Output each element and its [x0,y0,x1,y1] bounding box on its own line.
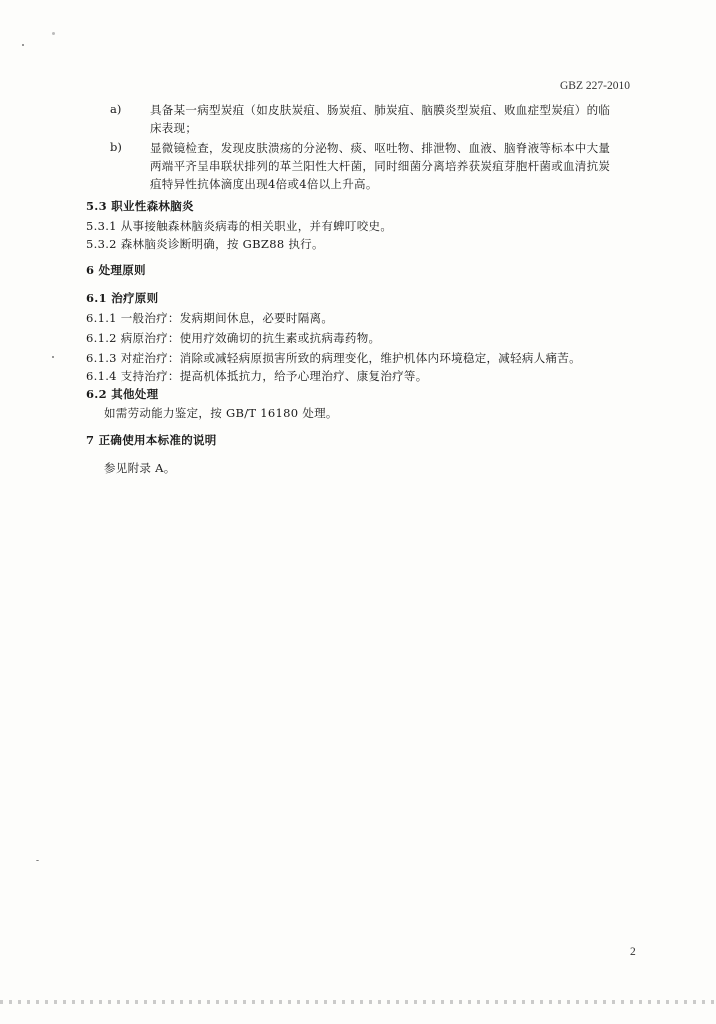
clause-6-1-2: 6.1.2 病原治疗：使用疗效确切的抗生素或抗病毒药物。 [86,331,381,345]
standard-code: GBZ 227-2010 [560,80,630,92]
scan-speck [22,44,24,46]
item-a-marker: a) [110,102,122,116]
scan-speck [52,356,54,358]
scan-edge-dots [0,1000,716,1004]
item-b-marker: b) [110,140,122,154]
clause-6-1-1: 6.1.1 一般治疗：发病期间休息，必要时隔离。 [86,311,334,325]
item-b-line-1: 显微镜检查，发现皮肤溃疡的分泌物、痰、呕吐物、排泄物、血液、脑脊液等标本中大量 [150,141,611,155]
section-6-2-heading: 6.2 其他处理 [86,387,159,401]
item-b-line-2: 两端平齐呈串联状排列的革兰阳性大杆菌，同时细菌分离培养获炭疽芽胞杆菌或血清抗炭 [150,159,611,173]
section-6-heading: 6 处理原则 [86,263,146,277]
item-a-line-2: 床表现； [150,121,198,135]
section-7-heading: 7 正确使用本标准的说明 [86,433,217,447]
clause-6-1-3: 6.1.3 对症治疗：消除或减轻病原损害所致的病理变化，维护机体内环境稳定，减轻病人痛苦。 [86,351,581,365]
clause-5-3-2: 5.3.2 森林脑炎诊断明确，按 GBZ88 执行。 [86,237,324,251]
section-6-1-heading: 6.1 治疗原则 [86,291,159,305]
scan-speck [36,860,39,861]
page-number: 2 [630,946,636,958]
scan-speck [52,32,55,35]
item-b-line-3: 疽特异性抗体滴度出现4倍或4倍以上升高。 [150,177,378,191]
clause-6-1-4: 6.1.4 支持治疗：提高机体抵抗力，给予心理治疗、康复治疗等。 [86,369,428,383]
section-5-3-heading: 5.3 职业性森林脑炎 [86,199,194,213]
section-6-2-text: 如需劳动能力鉴定，按 GB/T 16180 处理。 [104,406,338,420]
clause-5-3-1: 5.3.1 从事接触森林脑炎病毒的相关职业，并有蜱叮咬史。 [86,219,393,233]
section-7-text: 参见附录 A。 [104,461,176,475]
item-a-line-1: 具备某一病型炭疽（如皮肤炭疽、肠炭疽、肺炭疽、脑膜炎型炭疽、败血症型炭疽）的临 [150,103,611,117]
